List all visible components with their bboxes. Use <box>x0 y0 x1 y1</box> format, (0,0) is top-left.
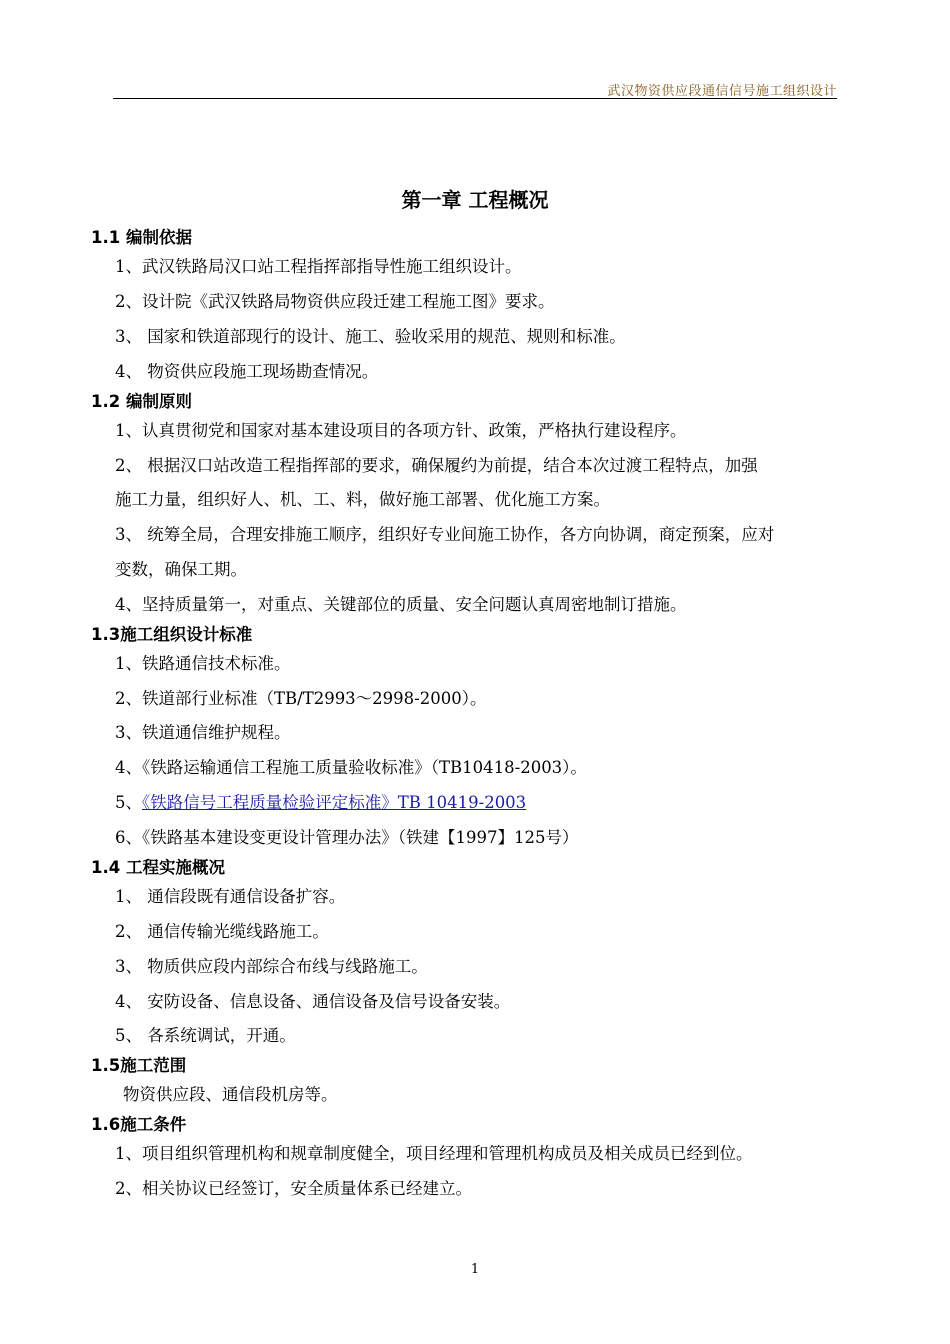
list-item: 5、 各系统调试，开通。 <box>115 1026 296 1045</box>
section-heading-1-6: 1.6施工条件 <box>91 1115 187 1134</box>
page-number: 1 <box>470 1262 480 1277</box>
list-item: 1、项目组织管理机构和规章制度健全，项目经理和管理机构成员及相关成员已经到位。 <box>115 1144 753 1163</box>
standard-link[interactable]: 《铁路信号工程质量检验评定标准》TB 10419-2003 <box>142 793 527 812</box>
list-item: 1、认真贯彻党和国家对基本建设项目的各项方针、政策，严格执行建设程序。 <box>115 421 687 440</box>
chapter-title: 第一章 工程概况 <box>401 188 549 212</box>
list-item: 2、铁道部行业标准（TB/T2993～2998-2000）。 <box>115 689 487 708</box>
list-item-number: 5、 <box>115 793 142 812</box>
list-item: 1、武汉铁路局汉口站工程指挥部指导性施工组织设计。 <box>115 257 522 276</box>
list-item: 3、铁道通信维护规程。 <box>115 723 291 742</box>
list-item: 3、 统筹全局，合理安排施工顺序，组织好专业间施工协作，各方向协调，商定预案，应对 <box>115 525 775 544</box>
section-heading-1-5: 1.5施工范围 <box>91 1056 187 1075</box>
list-item: 3、 国家和铁道部现行的设计、施工、验收采用的规范、规则和标准。 <box>115 327 626 346</box>
paragraph: 物资供应段、通信段机房等。 <box>123 1085 338 1104</box>
list-item-continuation: 变数，确保工期。 <box>115 560 247 579</box>
list-item: 6、《铁路基本建设变更设计管理办法》（铁建【1997】125号） <box>115 828 579 847</box>
list-item: 2、相关协议已经签订，安全质量体系已经建立。 <box>115 1179 472 1198</box>
list-item: 4、坚持质量第一，对重点、关键部位的质量、安全问题认真周密地制订措施。 <box>115 595 687 614</box>
section-heading-1-2: 1.2 编制原则 <box>91 392 192 411</box>
list-item: 2、 根据汉口站改造工程指挥部的要求，确保履约为前提，结合本次过渡工程特点，加强 <box>115 456 758 475</box>
list-item: 3、 物质供应段内部综合布线与线路施工。 <box>115 957 428 976</box>
header-divider <box>113 98 837 99</box>
list-item: 4、 物资供应段施工现场勘查情况。 <box>115 362 379 381</box>
list-item: 1、铁路通信技术标准。 <box>115 654 291 673</box>
list-item: 2、 通信传输光缆线路施工。 <box>115 922 329 941</box>
list-item: 4、 安防设备、信息设备、通信设备及信号设备安装。 <box>115 992 511 1011</box>
list-item <box>115 792 526 814</box>
running-header: 武汉物资供应段通信信号施工组织设计 <box>607 84 837 99</box>
section-heading-1-3: 1.3施工组织设计标准 <box>91 625 253 644</box>
section-heading-1-4: 1.4 工程实施概况 <box>91 858 225 877</box>
list-item: 1、 通信段既有通信设备扩容。 <box>115 887 346 906</box>
list-item-continuation: 施工力量，组织好人、机、工、料，做好施工部署、优化施工方案。 <box>115 490 610 509</box>
section-heading-1-1: 1.1 编制依据 <box>91 228 192 247</box>
list-item: 4、《铁路运输通信工程施工质量验收标准》（TB10418-2003）。 <box>115 758 587 777</box>
list-item: 2、设计院《武汉铁路局物资供应段迁建工程施工图》要求。 <box>115 292 555 311</box>
